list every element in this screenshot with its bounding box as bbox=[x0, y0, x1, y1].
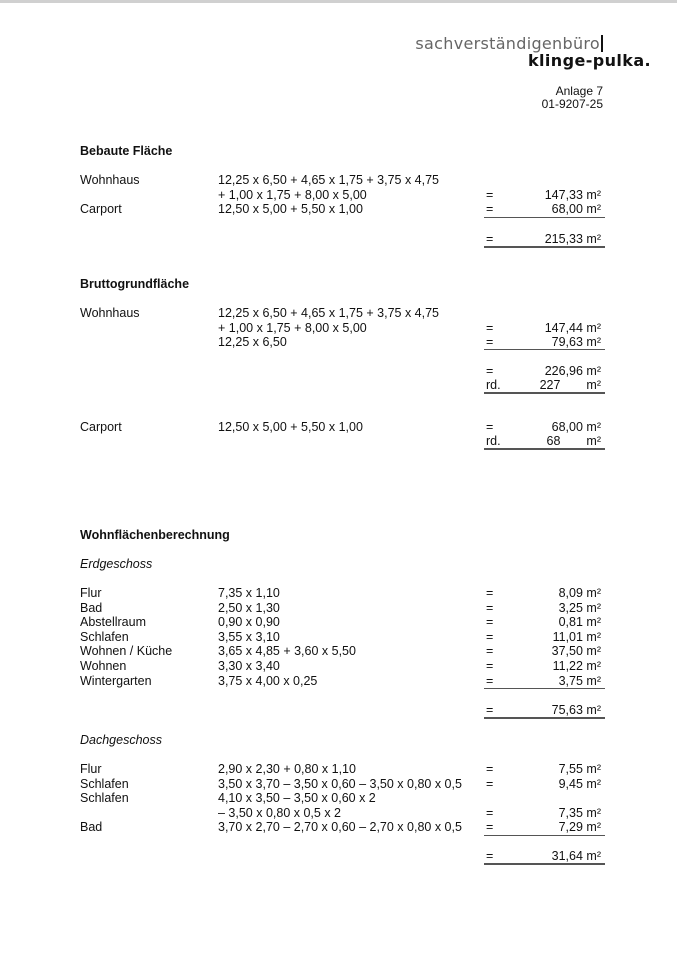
table-row bbox=[0, 791, 677, 806]
row-equals: = bbox=[486, 849, 494, 863]
row-equals: = bbox=[486, 232, 494, 246]
row-label: Wohnen / Küche bbox=[80, 644, 173, 659]
row-value: 8,09 m² bbox=[558, 586, 601, 600]
underline bbox=[484, 835, 605, 836]
rounded-value bbox=[547, 434, 601, 449]
row-equals: = bbox=[486, 320, 494, 335]
table-row bbox=[0, 586, 677, 601]
table-row bbox=[0, 849, 677, 864]
row-label: Wohnhaus bbox=[80, 173, 140, 187]
row-formula: 12,25 x 6,50 + 4,65 x 1,75 + 3,75 x 4,75 bbox=[218, 173, 440, 187]
rounded-number: 68 bbox=[546, 434, 561, 448]
row-value: 0,81 m² bbox=[558, 615, 601, 630]
row-equals: = bbox=[486, 673, 494, 688]
row-formula: 0,90 x 0,90 bbox=[218, 615, 280, 630]
total-underline bbox=[484, 448, 605, 450]
table-row bbox=[0, 335, 677, 350]
row-formula: 12,50 x 5,00 + 5,50 x 1,00 bbox=[218, 202, 363, 217]
table-row bbox=[0, 601, 677, 616]
rounded-value bbox=[540, 378, 601, 393]
reference-number: 01-9207-25 bbox=[541, 97, 603, 111]
table-row bbox=[0, 321, 677, 336]
row-value: 9,45 m² bbox=[558, 776, 601, 791]
row-equals: = bbox=[486, 762, 494, 776]
row-value: 147,33 m² bbox=[544, 187, 601, 202]
row-equals: = bbox=[486, 776, 494, 791]
row-label: Schlafen bbox=[80, 791, 129, 806]
row-label: Schlafen bbox=[80, 629, 129, 644]
rounded-unit: m² bbox=[586, 434, 601, 448]
row-value: 3,25 m² bbox=[558, 600, 601, 615]
table-row bbox=[0, 202, 677, 217]
row-label: Wintergarten bbox=[80, 673, 152, 688]
row-label: Wohnhaus bbox=[80, 306, 140, 320]
row-formula: 3,30 x 3,40 bbox=[218, 659, 280, 673]
row-label: Carport bbox=[80, 420, 122, 434]
table-row bbox=[0, 644, 677, 659]
row-label: Wohnen bbox=[80, 659, 127, 673]
row-label: Schlafen bbox=[80, 776, 129, 791]
section-title-wohnflaechen: Wohnflächenberechnung bbox=[80, 528, 230, 542]
rounded-row bbox=[0, 378, 677, 393]
row-label: Abstellraum bbox=[80, 615, 146, 630]
rounded-row bbox=[0, 434, 677, 449]
row-value: 7,29 m² bbox=[558, 820, 601, 835]
row-equals: = bbox=[486, 335, 494, 350]
table-row bbox=[0, 630, 677, 645]
row-formula: 12,25 x 6,50 + 4,65 x 1,75 + 3,75 x 4,75 bbox=[218, 306, 440, 320]
rounded-unit: m² bbox=[586, 378, 601, 392]
row-value: 79,63 m² bbox=[551, 335, 601, 350]
underline bbox=[484, 688, 605, 689]
row-formula: 2,90 x 2,30 + 0,80 x 1,10 bbox=[218, 762, 356, 776]
row-value: 11,22 m² bbox=[552, 659, 601, 673]
row-equals: = bbox=[486, 644, 494, 659]
row-label: Carport bbox=[80, 202, 122, 217]
section-title-bebaute: Bebaute Fläche bbox=[80, 144, 173, 158]
table-row bbox=[0, 674, 677, 689]
total-underline bbox=[484, 717, 605, 719]
row-equals: = bbox=[486, 202, 494, 217]
row-formula: 3,50 x 3,70 – 3,50 x 0,60 – 3,50 x 0,80 x 0,5 bbox=[218, 776, 462, 791]
table-row bbox=[0, 762, 677, 777]
table-row bbox=[0, 615, 677, 630]
row-equals: = bbox=[486, 600, 494, 615]
row-formula: 3,55 x 3,10 bbox=[218, 629, 280, 644]
row-value: 68,00 m² bbox=[551, 420, 601, 434]
row-value: 3,75 m² bbox=[558, 673, 601, 688]
table-row bbox=[0, 173, 677, 188]
table-row bbox=[0, 232, 677, 247]
row-equals: = bbox=[486, 629, 494, 644]
row-equals: = bbox=[486, 364, 494, 378]
row-rd: rd. bbox=[486, 434, 501, 448]
row-formula: – 3,50 x 0,80 x 0,5 x 2 bbox=[218, 805, 341, 820]
row-formula: 12,25 x 6,50 bbox=[218, 335, 287, 350]
row-equals: = bbox=[486, 420, 494, 434]
row-formula: + 1,00 x 1,75 + 8,00 x 5,00 bbox=[218, 187, 367, 202]
row-value: 226,96 m² bbox=[544, 364, 601, 378]
total-underline bbox=[484, 246, 605, 248]
table-row bbox=[0, 703, 677, 718]
section-title-brutto: Bruttogrundfläche bbox=[80, 277, 190, 291]
row-label: Bad bbox=[80, 820, 103, 835]
table-row bbox=[0, 820, 677, 835]
row-equals: = bbox=[486, 615, 494, 630]
table-row bbox=[0, 659, 677, 674]
row-value: 7,35 m² bbox=[558, 805, 601, 820]
logo-text: sachverständigenbüro bbox=[415, 34, 600, 53]
row-value: 68,00 m² bbox=[551, 202, 601, 217]
table-row bbox=[0, 420, 677, 435]
row-equals: = bbox=[486, 586, 494, 600]
row-value: 7,55 m² bbox=[558, 762, 601, 776]
table-row bbox=[0, 364, 677, 379]
row-value: 31,64 m² bbox=[551, 849, 601, 863]
table-row bbox=[0, 188, 677, 203]
row-rd: rd. bbox=[486, 378, 501, 392]
row-label: Bad bbox=[80, 600, 103, 615]
subsection-dachgeschoss: Dachgeschoss bbox=[80, 733, 162, 747]
underline bbox=[484, 217, 605, 218]
row-value: 75,63 m² bbox=[551, 703, 601, 717]
table-row bbox=[0, 777, 677, 792]
row-value: 37,50 m² bbox=[551, 644, 601, 659]
row-equals: = bbox=[486, 820, 494, 835]
row-formula: 2,50 x 1,30 bbox=[218, 600, 280, 615]
logo-line2: klinge-pulka. bbox=[528, 51, 651, 70]
row-formula: + 1,00 x 1,75 + 8,00 x 5,00 bbox=[218, 320, 367, 335]
rounded-number: 227 bbox=[539, 378, 561, 392]
row-label: Flur bbox=[80, 586, 102, 600]
logo-bar bbox=[601, 35, 603, 52]
table-row bbox=[0, 306, 677, 321]
subsection-erdgeschoss: Erdgeschoss bbox=[80, 557, 153, 571]
row-formula: 3,75 x 4,00 x 0,25 bbox=[218, 673, 318, 688]
total-underline bbox=[484, 863, 605, 865]
row-equals: = bbox=[486, 703, 494, 717]
row-label: Flur bbox=[80, 762, 102, 776]
anlage-label: Anlage 7 bbox=[555, 84, 603, 98]
row-formula: 3,70 x 2,70 – 2,70 x 0,60 – 2,70 x 0,80 x 0,5 bbox=[218, 820, 462, 835]
row-equals: = bbox=[486, 659, 494, 673]
row-value: 147,44 m² bbox=[544, 320, 601, 335]
underline bbox=[484, 349, 605, 350]
row-formula: 3,65 x 4,85 + 3,60 x 5,50 bbox=[218, 644, 356, 659]
row-formula: 12,50 x 5,00 + 5,50 x 1,00 bbox=[218, 420, 363, 434]
row-value: 11,01 m² bbox=[552, 629, 601, 644]
table-row bbox=[0, 806, 677, 821]
row-value: 215,33 m² bbox=[544, 232, 601, 246]
total-underline bbox=[484, 392, 605, 394]
row-formula: 7,35 x 1,10 bbox=[218, 586, 280, 600]
row-equals: = bbox=[486, 805, 494, 820]
top-border bbox=[0, 0, 677, 3]
row-equals: = bbox=[486, 187, 494, 202]
row-formula: 4,10 x 3,50 – 3,50 x 0,60 x 2 bbox=[218, 791, 376, 806]
